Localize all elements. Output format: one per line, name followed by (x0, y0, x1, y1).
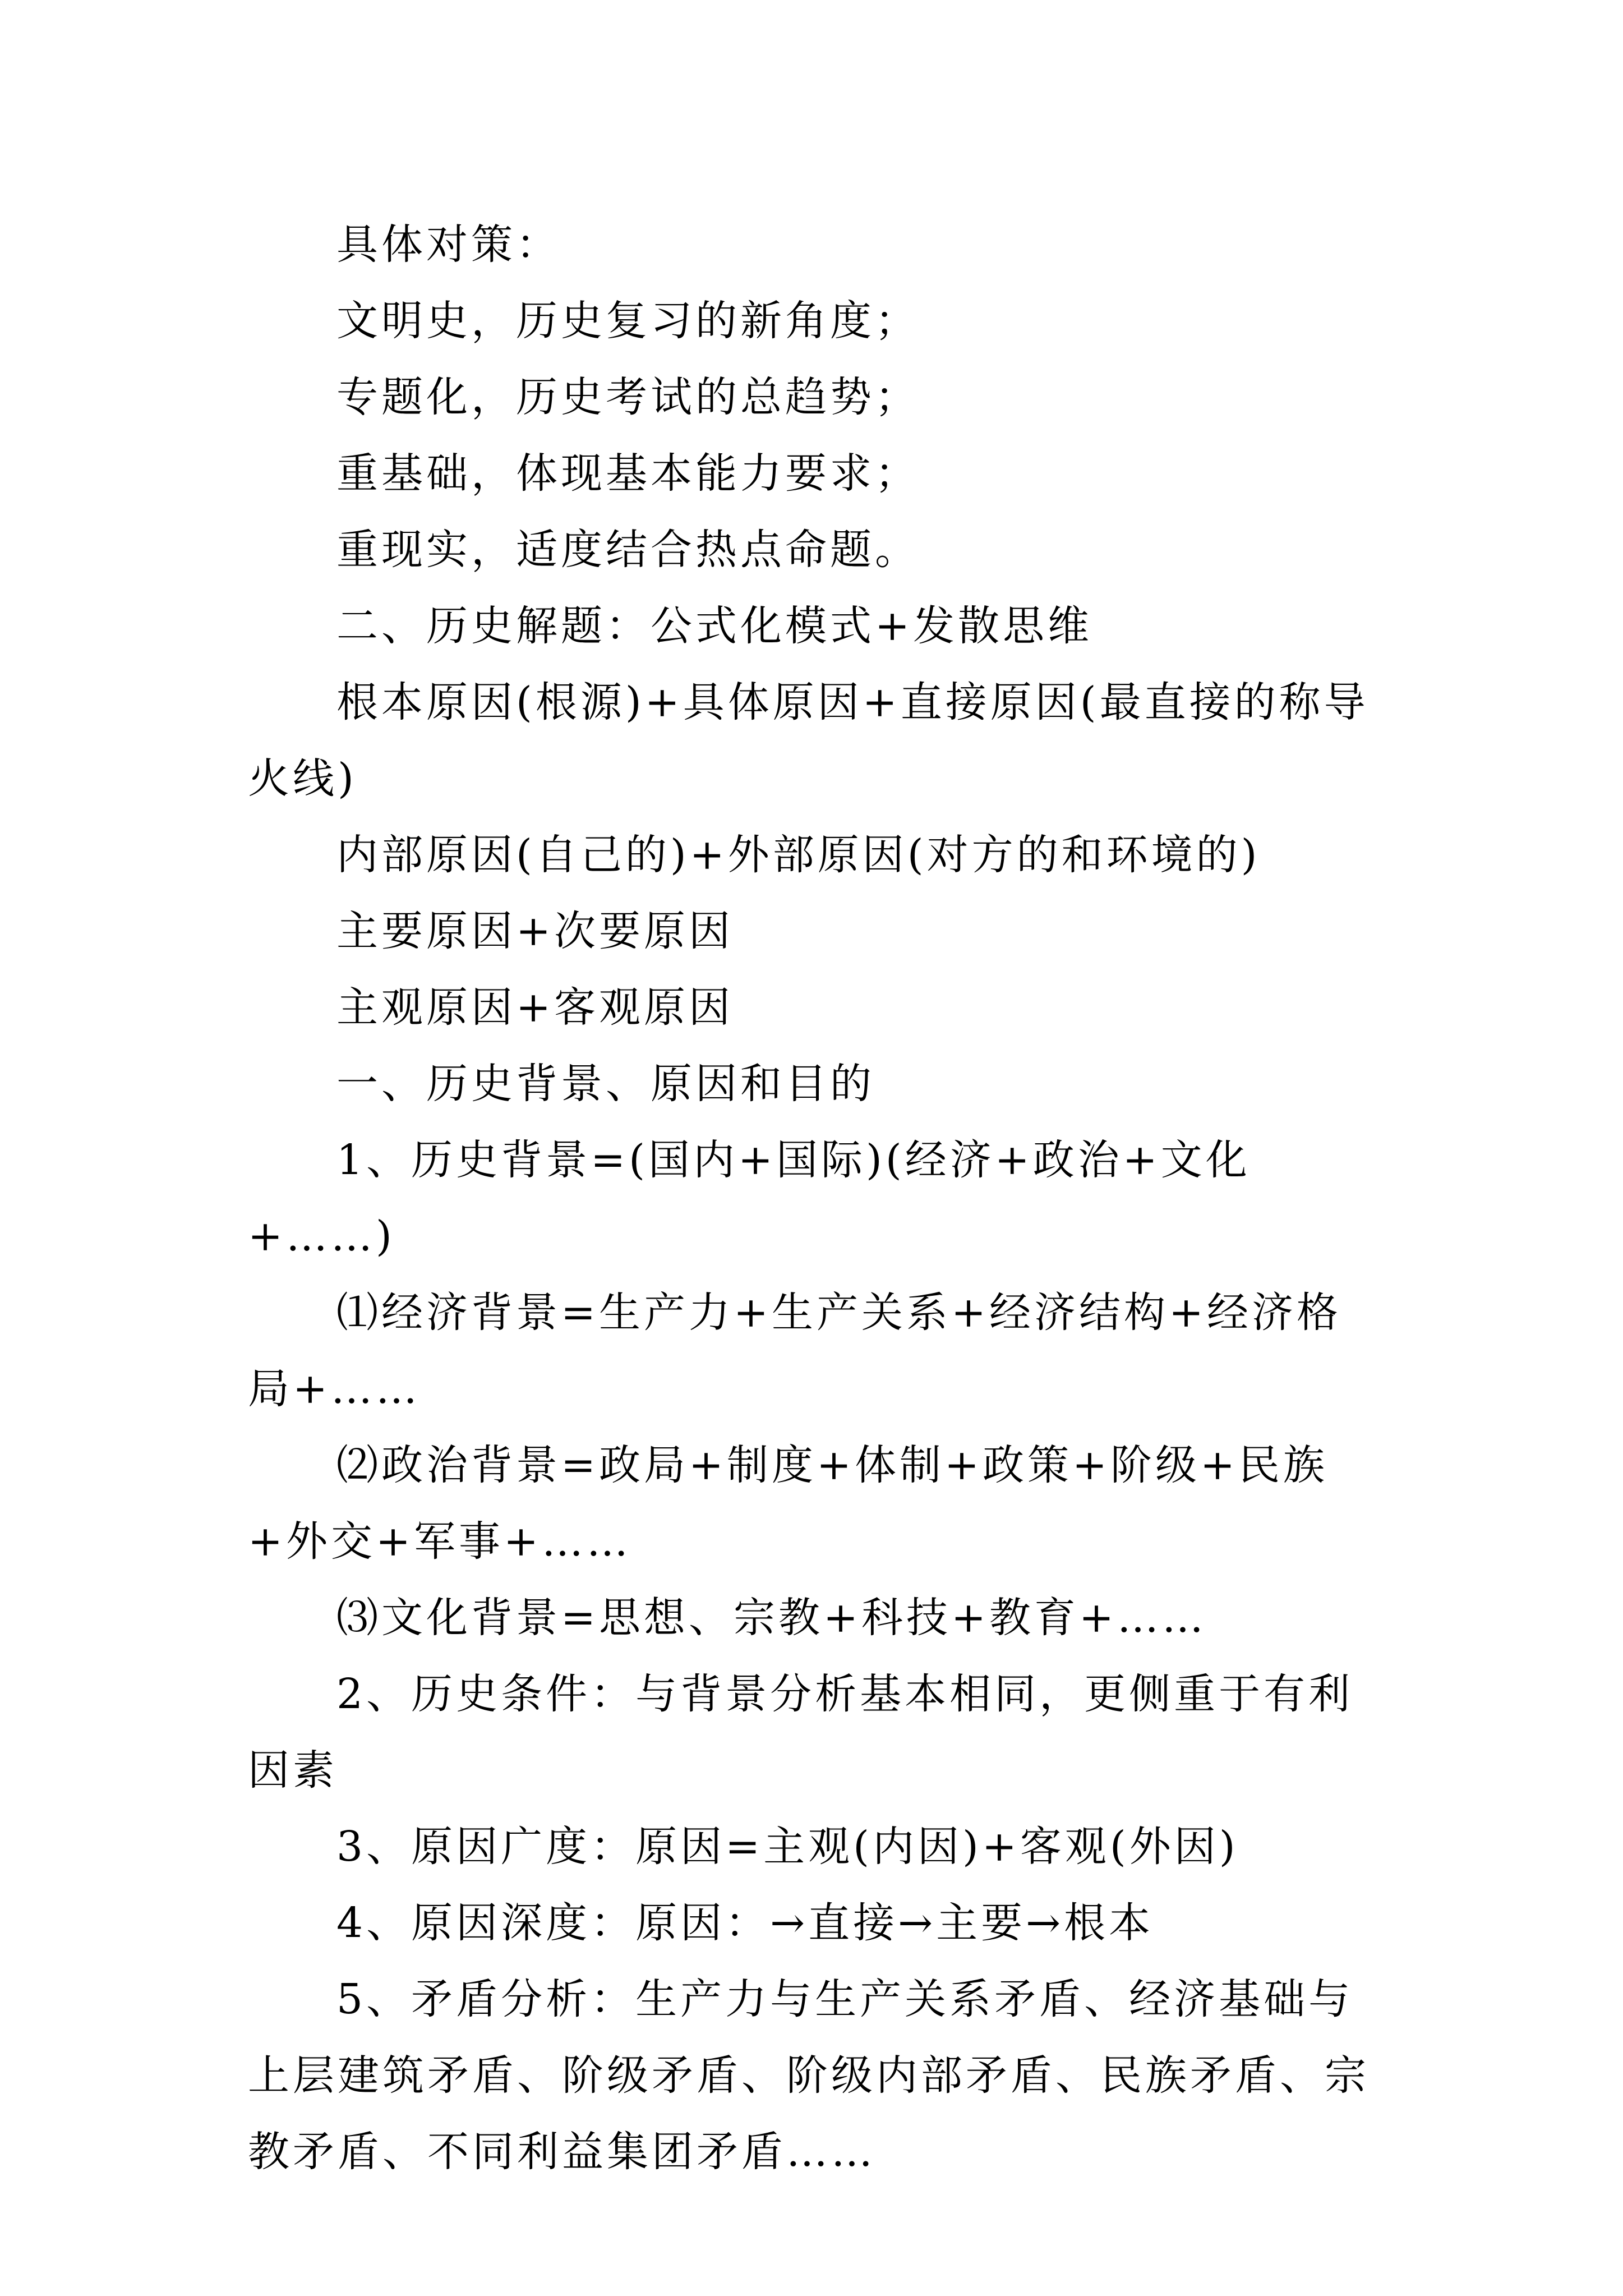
paragraph: ⑵政治背景=政局+制度+体制+政策+阶级+民族+外交+军事+…… (248, 1441, 1329, 1566)
section-heading: 一、历史背景、原因和目的 (336, 1060, 875, 1108)
paragraph: ⑴经济背景=生产力+生产关系+经济结构+经济格局+…… (248, 1289, 1342, 1413)
paragraph: 主观原因+客观原因 (336, 983, 734, 1032)
paragraph: 3、原因广度：原因=主观(内因)+客观(外因) (336, 1823, 1239, 1871)
paragraph: ⑶文化背景=思想、宗教+科技+教育+…… (336, 1594, 1207, 1642)
paragraph: 5、矛盾分析：生产力与生产关系矛盾、经济基础与上层建筑矛盾、阶级矛盾、阶级内部矛盾、民族矛盾、宗教矛盾、不同利益集团矛盾…… (248, 1975, 1370, 2176)
section-heading: 二、历史解题：公式化模式+发散思维 (336, 602, 1093, 650)
paragraph: 重基础，体现基本能力要求； (336, 449, 920, 498)
paragraph: 2、历史条件：与背景分析基本相同，更侧重于有利因素 (248, 1670, 1354, 1795)
paragraph: 根本原因(根源)+具体原因+直接原因(最直接的称导火线) (248, 678, 1369, 803)
paragraph: 内部原因(自己的)+外部原因(对方的和环境的) (336, 831, 1261, 879)
paragraph: 4、原因深度：原因：→直接→主要→根本 (336, 1899, 1154, 1947)
paragraph: 文明史，历史复习的新角度； (336, 297, 920, 345)
paragraph: 重现实，适度结合热点命题。 (336, 526, 920, 574)
paragraph: 1、历史背景=(国内+国际)(经济+政治+文化+……) (248, 1136, 1251, 1260)
paragraph: 具体对策： (336, 220, 561, 269)
document-body (248, 206, 1385, 2190)
paragraph: 专题化，历史考试的总趋势； (336, 373, 920, 421)
paragraph: 主要原因+次要原因 (336, 907, 734, 955)
